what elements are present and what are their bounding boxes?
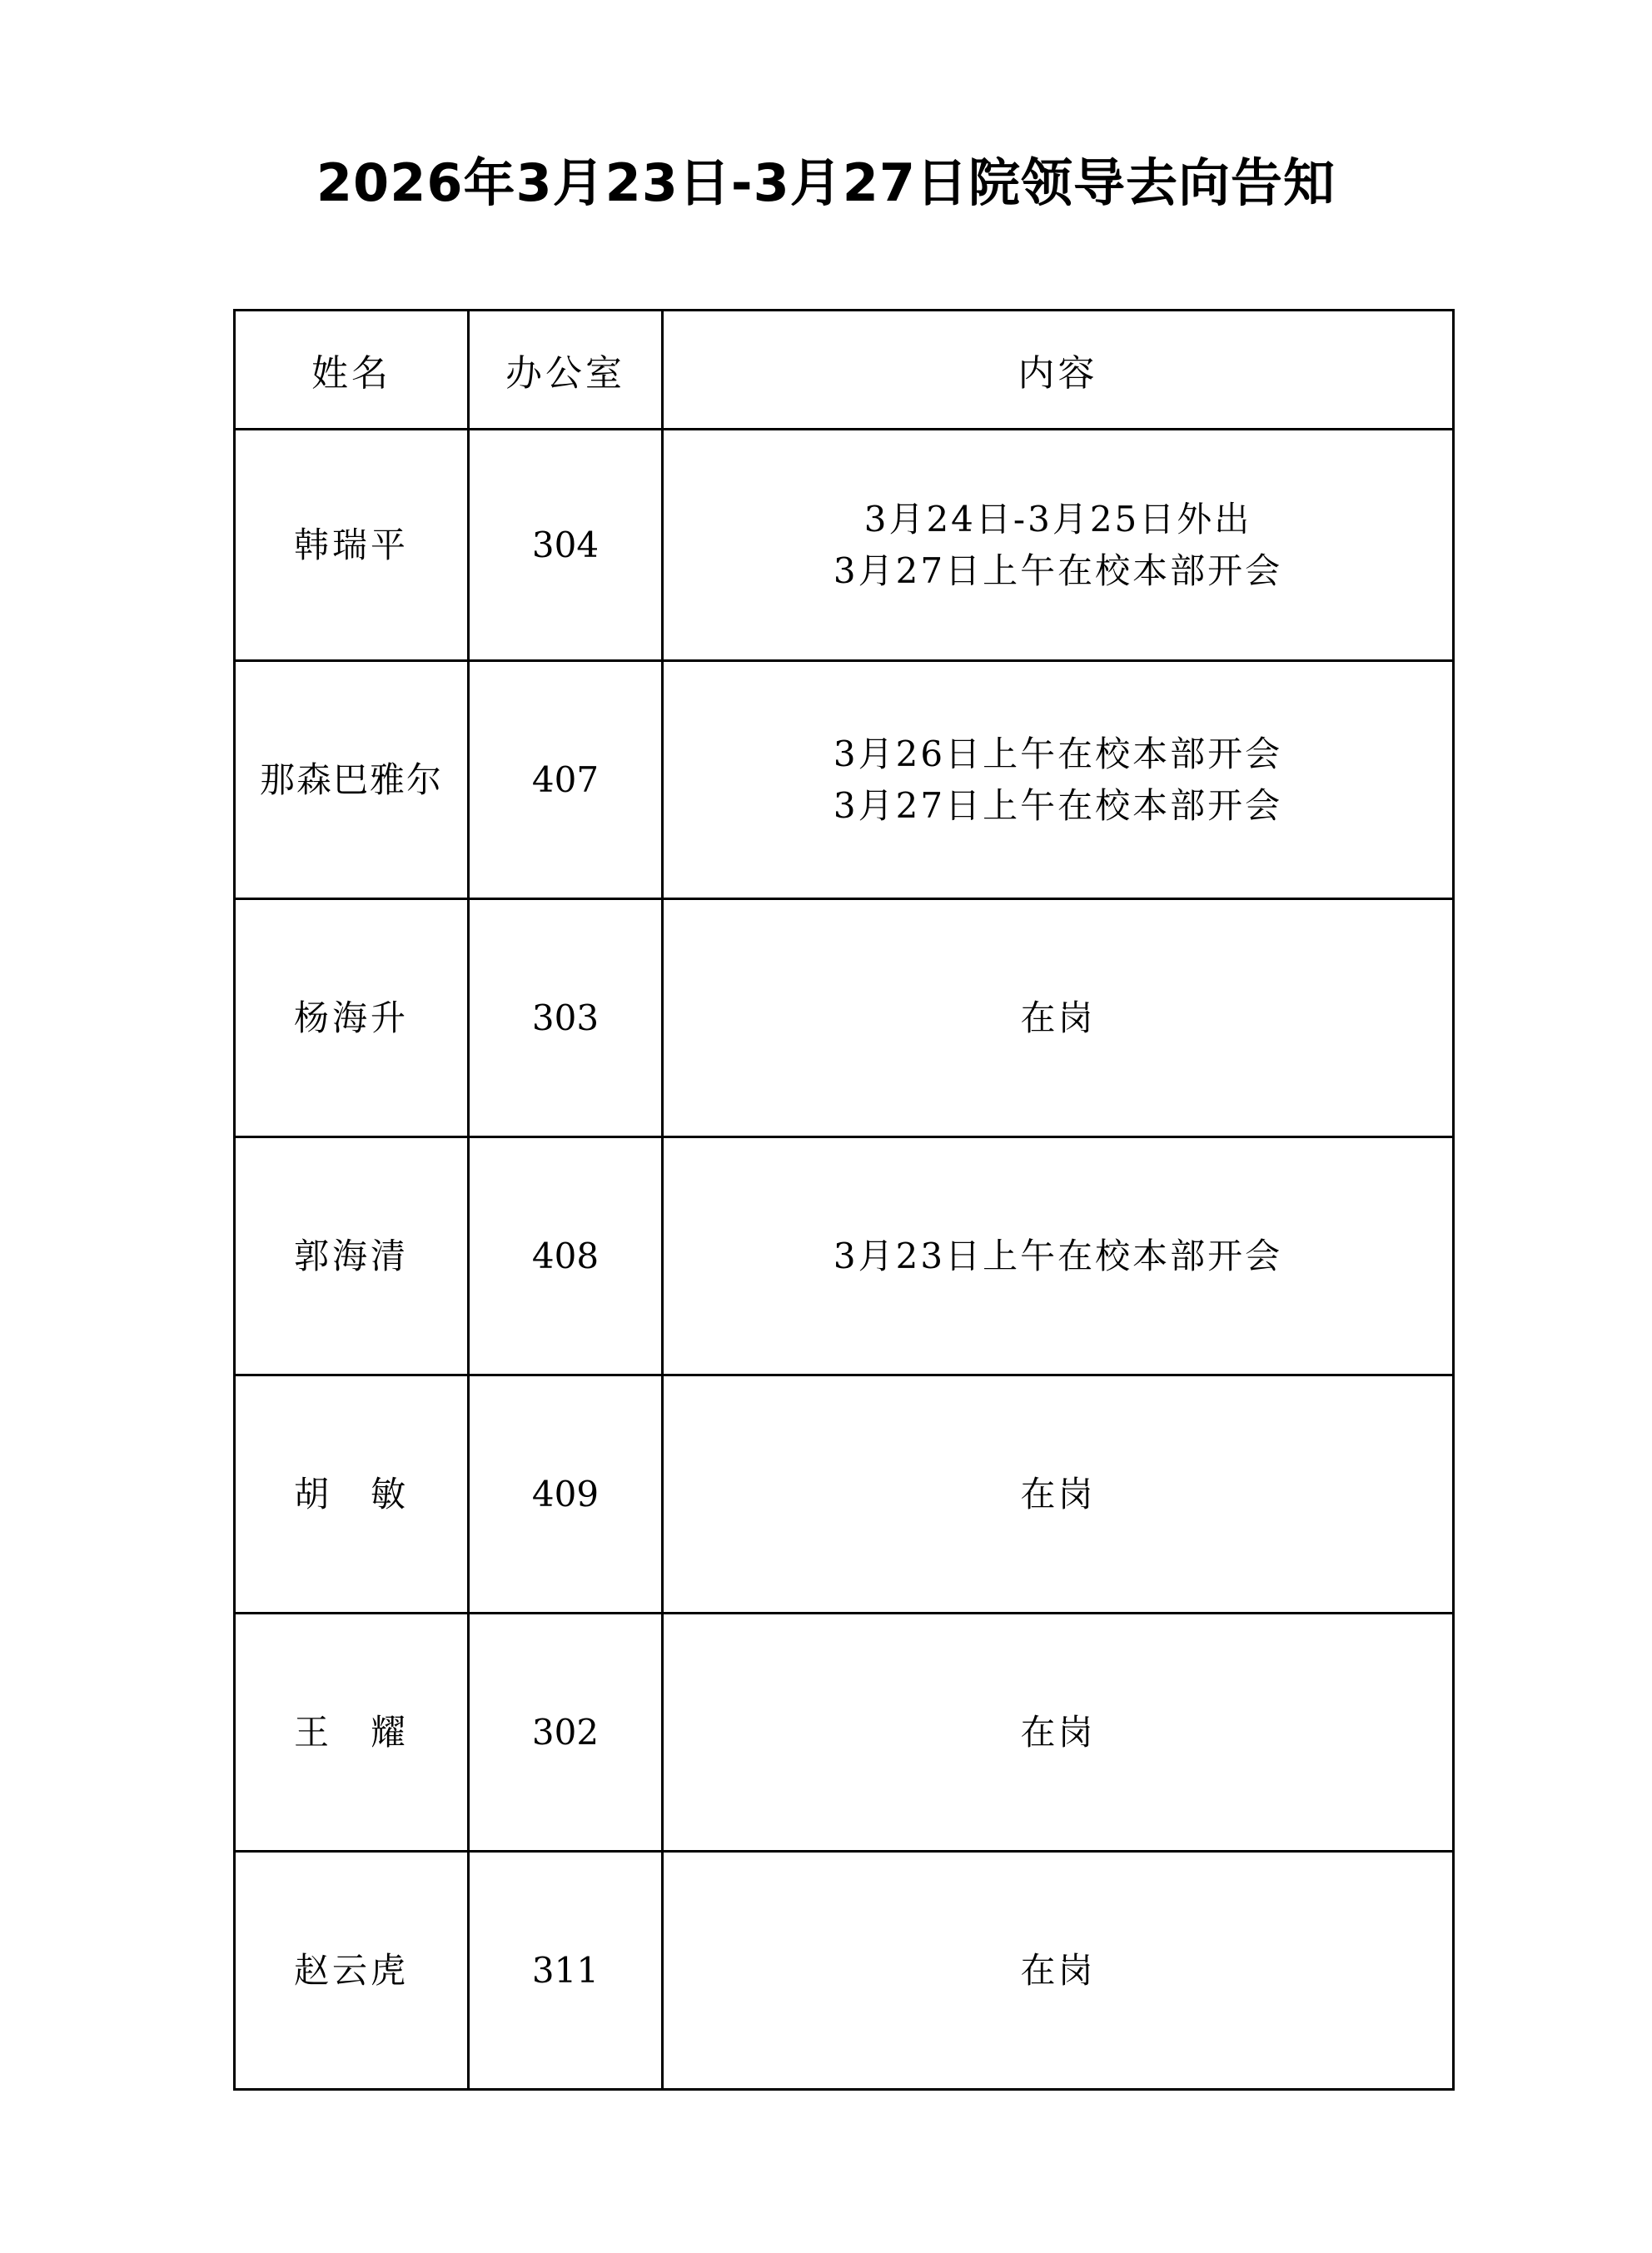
table-row — [235, 1614, 1454, 1852]
content-line: 在岗 — [1020, 1949, 1096, 1991]
row-name: 赵云虎 — [235, 1852, 469, 2090]
row-content — [663, 661, 1454, 899]
row-content — [663, 1375, 1454, 1614]
row-name: 韩瑞平 — [235, 430, 469, 661]
schedule-table — [233, 309, 1455, 2091]
row-name: 杨海升 — [235, 899, 469, 1137]
row-name: 那森巴雅尔 — [235, 661, 469, 899]
content-line: 3月23日上午在校本部开会 — [833, 1235, 1283, 1276]
content-line: 在岗 — [1020, 997, 1096, 1038]
table-row — [235, 661, 1454, 899]
row-office: 303 — [469, 899, 663, 1137]
table-row — [235, 1137, 1454, 1375]
row-name: 胡 敏 — [235, 1375, 469, 1614]
content-line: 3月27日上午在校本部开会 — [833, 550, 1283, 591]
row-name: 郭海清 — [235, 1137, 469, 1375]
row-content — [663, 1614, 1454, 1852]
row-content — [663, 1852, 1454, 2090]
table-header-row — [235, 311, 1454, 430]
table-row — [235, 1852, 1454, 2090]
header-name: 姓名 — [235, 311, 469, 430]
content-line: 3月24日-3月25日外出 — [863, 498, 1252, 540]
row-office: 302 — [469, 1614, 663, 1852]
row-office: 311 — [469, 1852, 663, 2090]
row-office: 407 — [469, 661, 663, 899]
content-line: 3月26日上午在校本部开会 — [833, 733, 1283, 774]
row-office: 408 — [469, 1137, 663, 1375]
header-office: 办公室 — [469, 311, 663, 430]
row-office: 304 — [469, 430, 663, 661]
content-line: 3月27日上午在校本部开会 — [833, 784, 1283, 826]
row-content — [663, 899, 1454, 1137]
row-name: 王 耀 — [235, 1614, 469, 1852]
row-content — [663, 1137, 1454, 1375]
page-title: 2026年3月23日-3月27日院领导去向告知 — [316, 152, 1336, 213]
header-content: 内容 — [663, 311, 1454, 430]
content-line: 在岗 — [1020, 1473, 1096, 1514]
row-office: 409 — [469, 1375, 663, 1614]
content-line: 在岗 — [1020, 1711, 1096, 1753]
table-row — [235, 430, 1454, 661]
table-row — [235, 1375, 1454, 1614]
row-content — [663, 430, 1454, 661]
table-row — [235, 899, 1454, 1137]
